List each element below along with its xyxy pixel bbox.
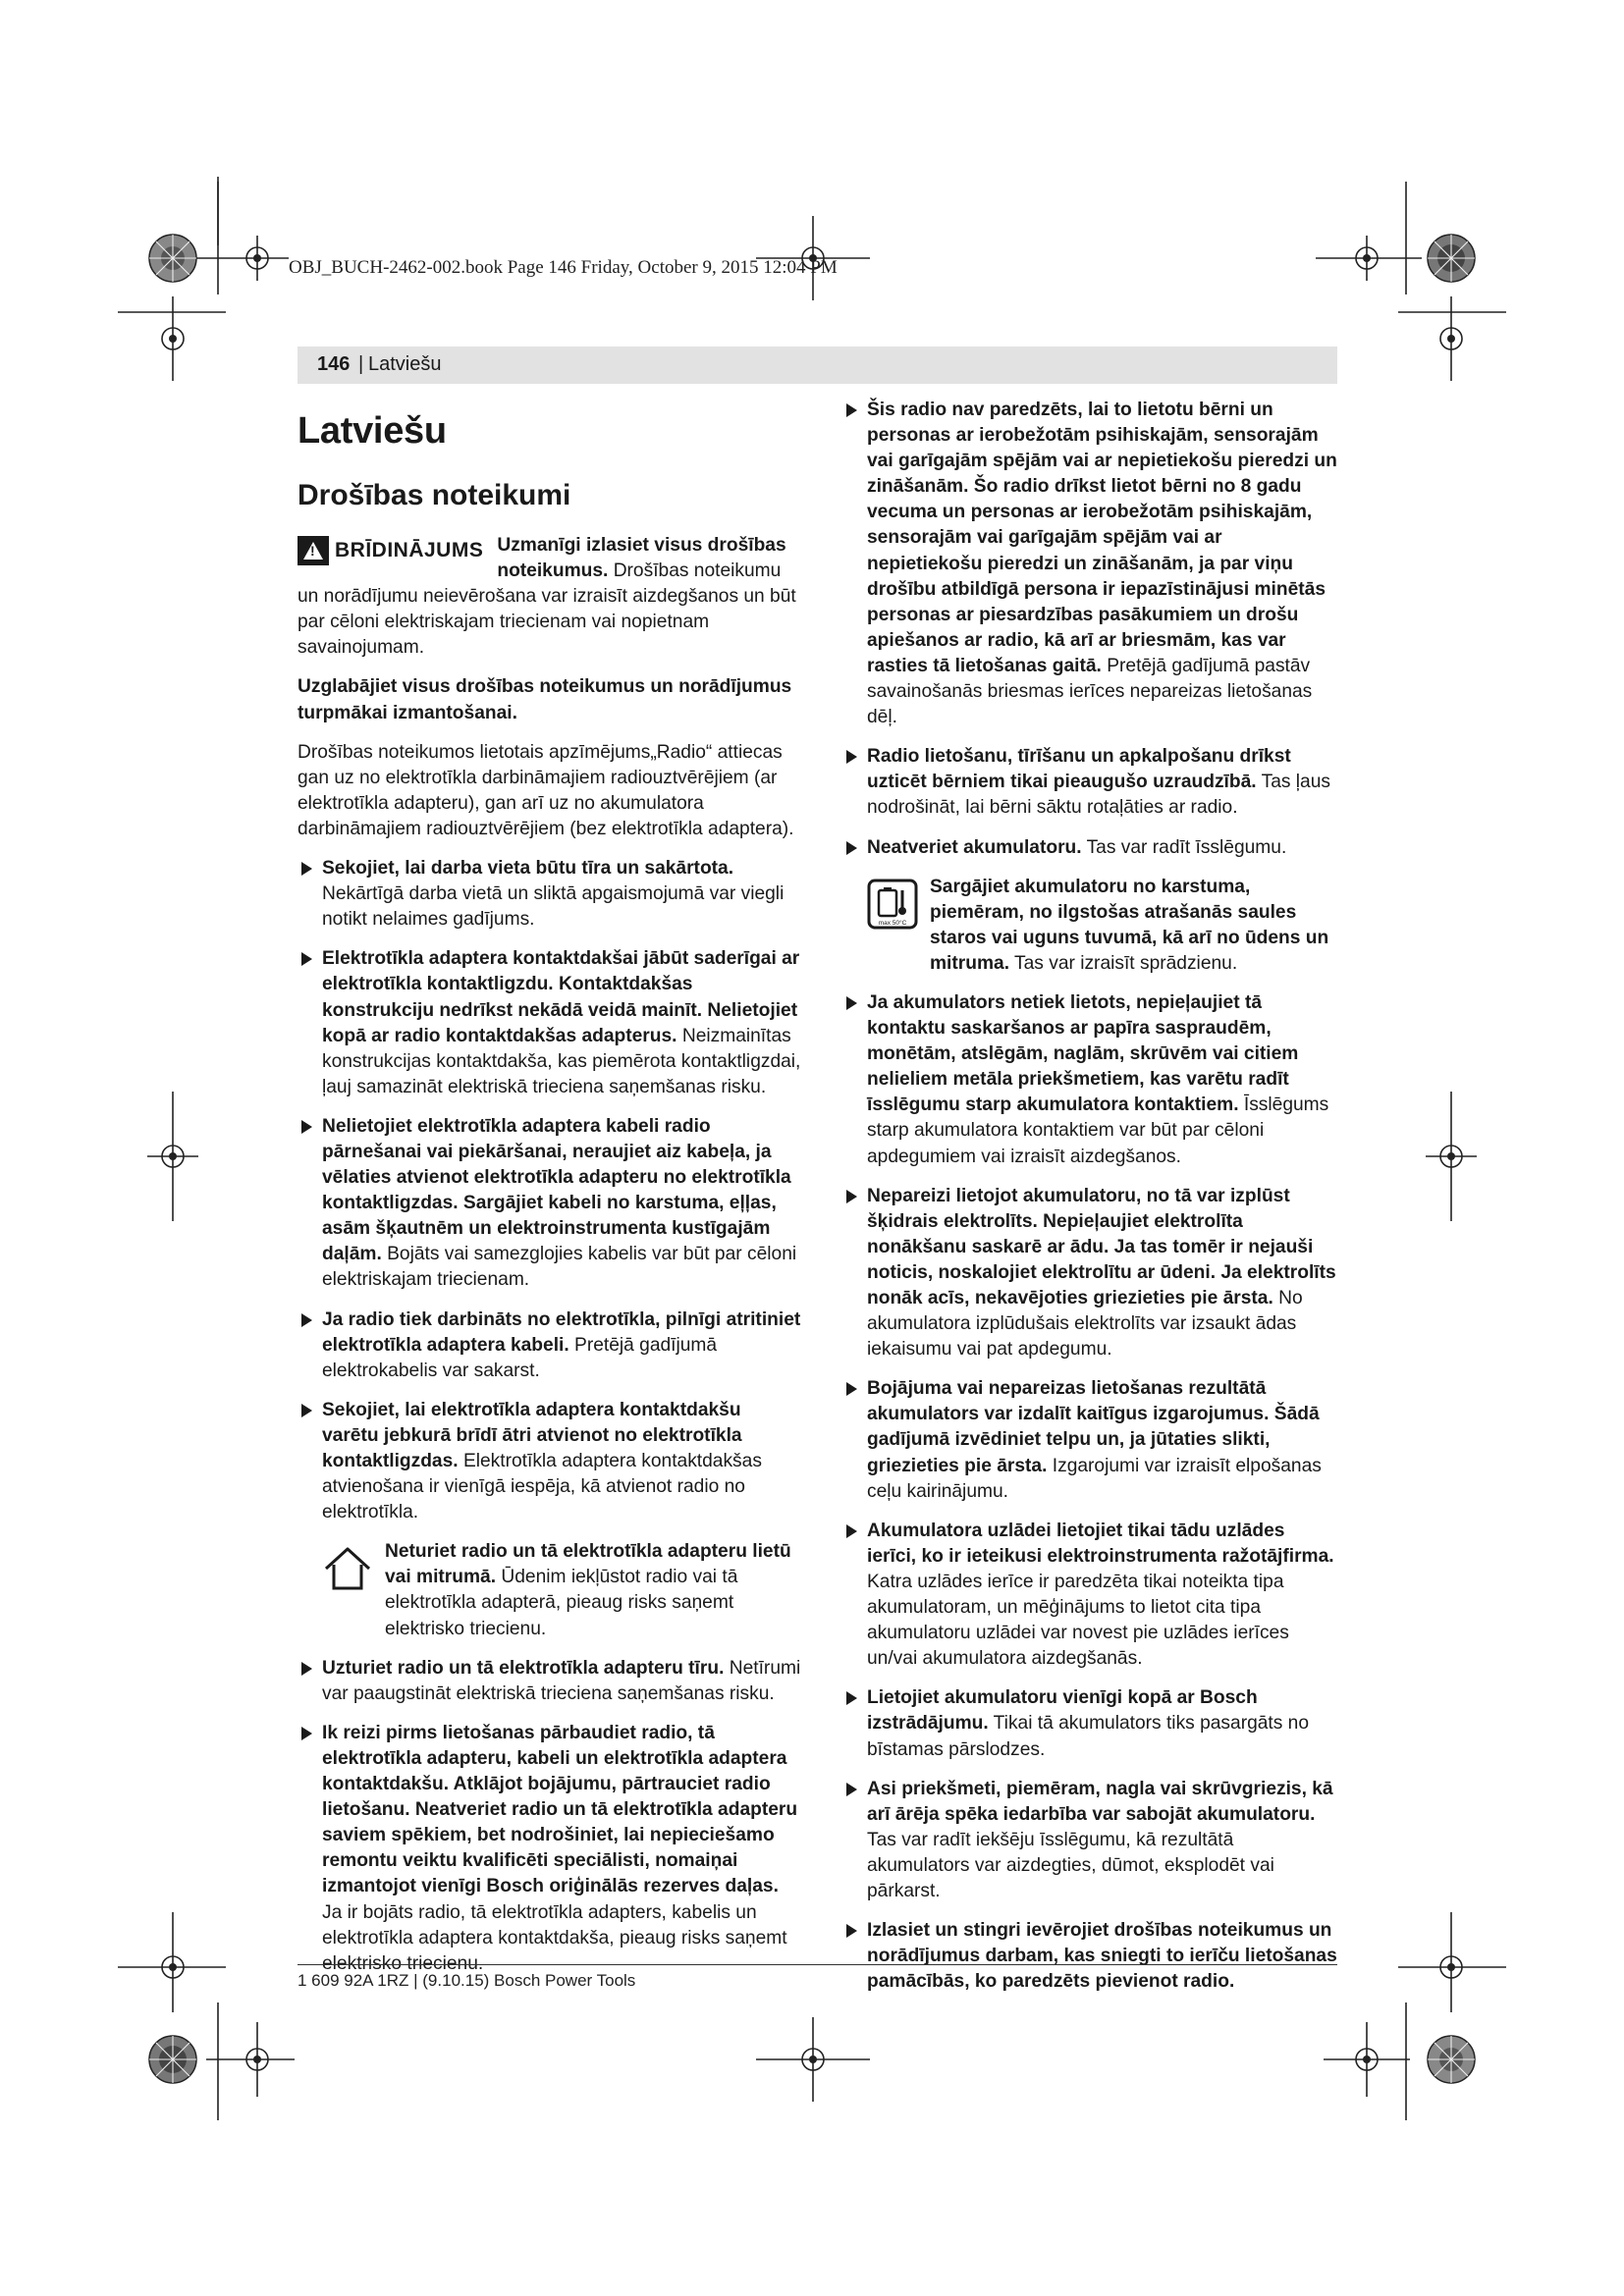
heat-bold: Sargājiet akumulatoru no karstuma, piemēram, no ilgstošas atrašanās saules staros vai uguns tuvumā, kā arī no ūdens un mitruma. <box>930 876 1329 974</box>
item-text: Ja ir bojāts radio, tā elektrotīkla adapters, kabelis un elektrotīkla adaptera kontaktdakša, pieaug risks saņemt elektrisko triecienu. <box>322 1901 787 1974</box>
warning-text: Drošības noteikumu un norādījumu neievērošana var izraisīt aizdegšanos un būt par cēloni elektriskajam triecienam vai nopietnam savainojumam. <box>298 561 796 659</box>
list-item <box>842 990 1337 1170</box>
item-text: Elektrotīkla adaptera kontaktdakšas atvienošana ir vienīgā iespēja, kā atvienot radio no elektrotīkla. <box>322 1451 762 1523</box>
list-item <box>298 946 801 1100</box>
item-text: Tas var radīt īsslēgumu. <box>1081 836 1287 858</box>
bullet-arrow-icon <box>846 996 857 1010</box>
bullet-arrow-icon <box>301 862 312 876</box>
list-item <box>298 1114 801 1294</box>
list-item <box>298 1398 801 1525</box>
page-number: 146 <box>317 353 351 375</box>
list-item <box>298 1308 801 1384</box>
running-head-separator: | <box>358 353 364 375</box>
warning-triangle-icon <box>298 536 329 565</box>
house-icon <box>322 1543 373 1602</box>
bullet-arrow-icon <box>846 1691 857 1705</box>
list-item <box>842 1685 1337 1762</box>
item-bold: Akumulatora uzlādei lietojiet tikai tādu uzlādes ierīci, ko ir ieteikusi elektroinstrumenta ražotājfirma. <box>867 1520 1334 1567</box>
bullet-arrow-icon <box>846 750 857 764</box>
moisture-text: Ūdenim iekļūstot radio vai tā elektrotīkla adapterā, pieaug risks saņemt elektrisko triecienu. <box>385 1567 738 1639</box>
radio-definition: Drošības noteikumos lietotais apzīmējums„Radio“ attiecas gan uz no elektrotīkla darbināmajiem radiouztvērējiem (ar elektrotīkla adapteru), gan arī uz no akumulatora darbināmajiem radiouztvērējiem (bez elektrotīkla adaptera). <box>298 741 794 839</box>
item-text: Tas var radīt iekšēju īsslēgumu, kā rezultātā akumulators var aizdegties, dūmot, eksplodēt vai pārkarst. <box>867 1829 1274 1901</box>
heat-note <box>867 875 1337 977</box>
item-bold: Šis radio nav paredzēts, lai to lietotu bērni un personas ar ierobežotām psihiskajām, sensorajām vai garīgajām spējām vai ar nepietiekošu pieredzi un zināšanām. Šo radio drīkst lietot bērni no 8 gadu vecuma un personas ar ierobežotām psihiskajām, sensorajām vai garīgajām spējām vai ar nepietiekošu pieredzi un zināšanām, ja par viņu drošību atbildīgā persona ir iepazīstinājusi minētās personas ar piesardzības pasākumiem un drošu apiešanos ar radio, kā arī ar briesmām, kas var rasties tā lietošanas gaitā. <box>867 400 1337 676</box>
item-bold: Bojājuma vai nepareizas lietošanas rezultātā akumulators var izdalīt kaitīgus izgarojumus. Šādā gadījumā izvēdiniet telpu un, ja jūtaties slikti, griezieties pie ārsta. <box>867 1378 1320 1476</box>
item-text: Neizmainītas konstrukcijas kontaktdakša, kas piemērota kontaktligzdai, ļauj samazināt elektriskā trieciena saņemšanas risku. <box>322 1025 801 1097</box>
moisture-note <box>322 1539 801 1641</box>
left-column <box>298 398 801 1991</box>
bullet-arrow-icon <box>301 1404 312 1417</box>
page-title: Latviešu <box>298 410 447 452</box>
bullet-arrow-icon <box>846 841 857 855</box>
item-text: Tikai tā akumulators tiks pasargāts no bīstamas pārslodzes. <box>867 1713 1310 1760</box>
moisture-bold: Neturiet radio un tā elektrotīkla adapteru lietū vai mitrumā. <box>385 1541 791 1588</box>
item-text: Nekārtīgā darba vietā un sliktā apgaismojumā var viegli notikt nelaimes gadījums. <box>322 883 785 931</box>
list-item <box>842 1519 1337 1673</box>
list-item <box>842 398 1337 730</box>
item-bold: Radio lietošanu, tīrīšanu un apkalpošanu drīkst uzticēt bērniem tikai pieaugušo uzraudzībā. <box>867 746 1291 793</box>
running-head <box>298 347 1337 384</box>
section-title: Drošības noteikumi <box>298 479 571 511</box>
bullet-arrow-icon <box>846 1783 857 1796</box>
list-item <box>842 1184 1337 1363</box>
item-bold: Sekojiet, lai darba vieta būtu tīra un sakārtota. <box>322 858 734 880</box>
item-text: Pretējā gadījumā elektrokabelis var sakarst. <box>322 1334 718 1381</box>
running-head-language: Latviešu <box>368 353 442 375</box>
right-column <box>842 398 1337 2008</box>
item-bold: Nepareizi lietojot akumulatoru, no tā var izplūst šķidrais elektrolīts. Nepieļaujiet elektrolīta nonākšanu saskarē ar ādu. Ja tas tomēr ir nejauši noticis, noskalojiet elektrolītu ar ūdeni. Ja elektrolīts nonāk acīs, nekavējoties griezieties pie ārsta. <box>867 1185 1336 1308</box>
item-text: Netīrumi var paaugstināt elektriskā trieciena saņemšanas risku. <box>322 1657 801 1704</box>
bullet-arrow-icon <box>846 1190 857 1203</box>
item-text: Tas ļaus nodrošināt, lai bērni sāktu rotaļāties ar radio. <box>867 772 1330 819</box>
item-text: No akumulatora izplūdušais elektrolīts var izsaukt ādas iekaisumu vai pat apdegumu. <box>867 1288 1303 1361</box>
item-text: Katra uzlādes ierīce ir paredzēta tikai noteikta tipa akumulatoram, un mēģinājums to lietot cita tipa akumulatoru uzlādei var novest pie uzlādes ierīces un/vai akumulatora aizdegšanās. <box>867 1571 1289 1670</box>
item-bold: Ja akumulators netiek lietots, nepieļaujiet tā kontaktu saskaršanos ar papīra saspraudēm, monētām, atslēgām, naglām, skrūvēm vai citiem nelieliem metāla priekšmetiem, kas varētu radīt īsslēgumu starp akumulatora kontaktiem. <box>867 991 1299 1116</box>
warning-badge <box>298 536 483 565</box>
bullet-arrow-icon <box>301 1662 312 1676</box>
item-bold: Elektrotīkla adaptera kontaktdakšai jābūt saderīgai ar elektrotīkla kontaktligzdu. Kontaktdakšas konstrukciju nedrīkst nekādā veidā mainīt. Nelietojiet kopā ar radio kontaktdakšas adapterus. <box>322 948 800 1046</box>
bullet-arrow-icon <box>301 1313 312 1327</box>
list-item <box>298 1656 801 1707</box>
bullet-arrow-icon <box>301 952 312 966</box>
list-item <box>842 835 1337 861</box>
item-bold: Lietojiet akumulatoru vienīgi kopā ar Bosch izstrādājumu. <box>867 1687 1258 1735</box>
keep-instructions: Uzglabājiet visus drošības noteikumus un norādījumus turpmākai izmantošanai. <box>298 676 792 723</box>
list-item <box>842 1376 1337 1504</box>
item-bold: Izlasiet un stingri ievērojiet drošības noteikumus un norādījumus darbam, kas sniegti to ierīču lietošanas pamācībās, ko paredzēts pievienot radio. <box>867 1920 1337 1993</box>
warning-label: BRĪDINĀJUMS <box>335 538 484 561</box>
list-item <box>842 1777 1337 1904</box>
item-bold: Nelietojiet elektrotīkla adaptera kabeli radio pārnešanai vai piekāršanai, neraujiet aiz kabeļa, ja vēlaties atvienot elektrotīkla adapteru no elektrotīkla kontaktligzdas. Sargājiet kabeli no karstuma, eļļas, asām šķautnēm un elektroinstrumenta kustīgajām daļām. <box>322 1115 791 1265</box>
item-bold: Ja radio tiek darbināts no elektrotīkla, pilnīgi atritiniet elektrotīkla adaptera kabeli. <box>322 1308 801 1356</box>
bullet-arrow-icon <box>846 1382 857 1396</box>
item-text: Bojāts vai samezglojies kabelis var būt par cēloni elektriskajam triecienam. <box>322 1244 797 1291</box>
list-item <box>842 744 1337 821</box>
bullet-arrow-icon <box>846 1924 857 1938</box>
item-text: Izgarojumi var izraisīt elpošanas ceļu kairinājumu. <box>867 1455 1322 1502</box>
item-bold: Asi priekšmeti, piemēram, nagla vai skrūvgriezis, kā arī ārēja spēka iedarbība var sabojāt akumulatoru. <box>867 1778 1333 1825</box>
footer-rule <box>298 1964 1337 1965</box>
warning-block <box>298 533 801 661</box>
item-bold: Sekojiet, lai elektrotīkla adaptera kontaktdakšu varētu jebkurā brīdī ātri atvienot no elektrotīkla kontaktligzdas. <box>322 1399 742 1471</box>
list-item <box>842 1918 1337 1995</box>
footer: 1 609 92A 1RZ | (9.10.15) Bosch Power Tools <box>298 1971 636 1990</box>
list-item <box>298 856 801 933</box>
item-text: Pretējā gadījumā pastāv savainošanās briesmas ierīces nepareizas lietošanas dēļ. <box>867 655 1313 728</box>
icon-label: max 50°C <box>878 919 907 927</box>
bullet-arrow-icon <box>301 1727 312 1740</box>
item-bold: Neatveriet akumulatoru. <box>867 836 1082 858</box>
bullet-arrow-icon <box>846 1524 857 1538</box>
file-header: OBJ_BUCH-2462-002.book Page 146 Friday, October 9, 2015 12:04 PM <box>289 257 838 278</box>
bullet-arrow-icon <box>301 1120 312 1134</box>
list-item <box>298 1721 801 1977</box>
heat-text: Tas var izraisīt sprādzienu. <box>1009 952 1238 974</box>
battery-temperature-icon <box>867 879 918 937</box>
warning-bold-text: Uzmanīgi izlasiet visus drošības noteikumus. <box>497 535 786 582</box>
item-text: Īsslēgums starp akumulatora kontaktiem var būt par cēloni apdegumiem vai izraisīt aizdegšanos. <box>867 1095 1329 1167</box>
item-bold: Ik reizi pirms lietošanas pārbaudiet radio, tā elektrotīkla adapteru, kabeli un elektrotīkla adaptera kontaktdakšu. Atklājot bojājumu, pārtrauciet radio lietošanu. Neatveriet radio un tā elektrotīkla adapteru saviem spēkiem, bet nodrošiniet, lai nepieciešamo remontu veiktu kvalificēti speciālisti, nomaiņai izmantojot vienīgi Bosch oriģinālās rezerves daļas. <box>322 1722 798 1897</box>
bullet-arrow-icon <box>846 403 857 417</box>
item-bold: Uzturiet radio un tā elektrotīkla adapteru tīru. <box>322 1657 725 1679</box>
